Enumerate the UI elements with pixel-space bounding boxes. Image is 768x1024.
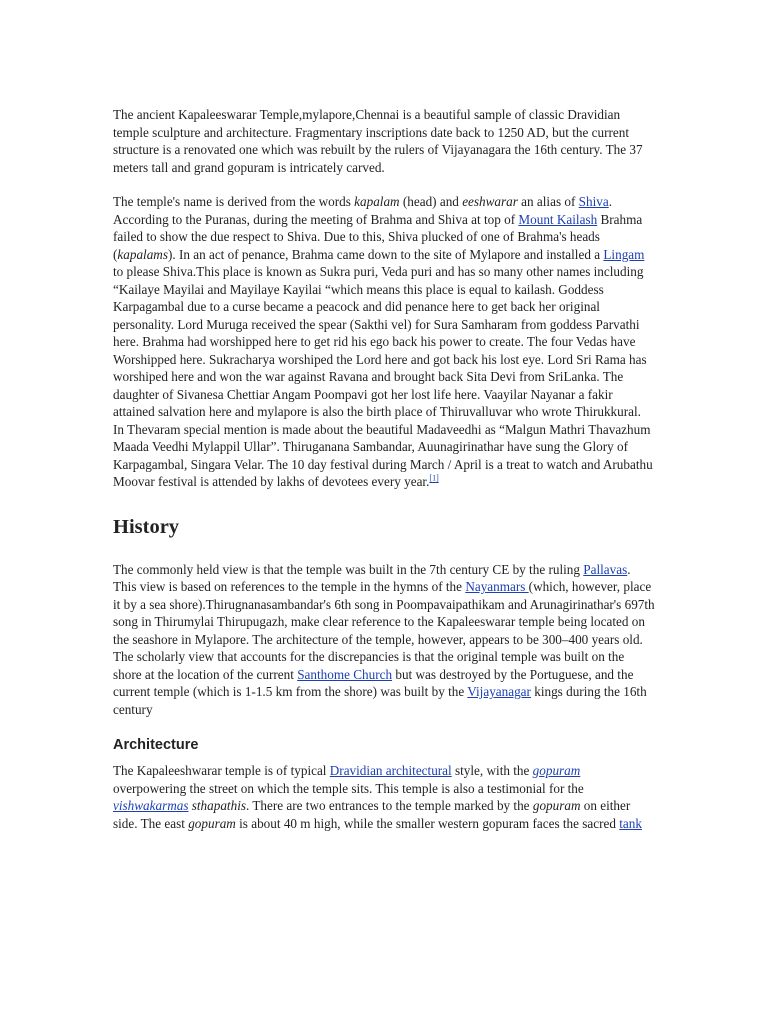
term-gopuram: gopuram (532, 798, 581, 813)
term-eeshwarar: eeshwarar (462, 194, 518, 209)
text-run: overpowering the street on which the temple sits. This temple is also a testimonial for the (113, 780, 584, 796)
link-dravidian-architectural[interactable]: Dravidian architectural (329, 763, 452, 778)
link-shiva[interactable]: Shiva (578, 194, 609, 209)
intro-paragraph (113, 106, 655, 176)
link-santhome-church[interactable]: Santhome Church (297, 666, 393, 682)
temple-name-paragraph (113, 193, 655, 491)
term-sthapathis: sthapathis (191, 798, 246, 813)
link-mount-kailash[interactable]: Mount Kailash (518, 211, 598, 227)
text-run: is about 40 m high, while the smaller western gopuram faces the sacred (235, 815, 620, 831)
document-page (113, 106, 655, 832)
text-run: style, with the (451, 763, 533, 778)
text-run: The commonly held view is that the temple was built in the 7th century CE by the ruling (113, 561, 584, 577)
link-vijayanagar[interactable]: Vijayanagar (467, 684, 531, 699)
link-tank[interactable]: tank (619, 815, 642, 831)
architecture-paragraph (113, 762, 655, 832)
link-gopuram[interactable]: gopuram (532, 763, 581, 778)
text-run: The temple's name is derived from the words (113, 194, 355, 209)
text-run: on either side. The east (113, 798, 631, 831)
history-paragraph (113, 561, 655, 719)
link-nayanmars[interactable]: Nayanmars (465, 579, 529, 594)
link-pallavas[interactable]: Pallavas (583, 561, 628, 577)
term-gopuram: gopuram (188, 815, 236, 831)
text-run: to please Shiva.This place is known as Sukra puri, Veda puri and has so many other names including “Kailaye Mayilai and Mayilaye Kayilai “which means this place is equal to kailash. Goddess Karpagambal due to a curse became a peacock and did penance here to get back her original personality. Lord Muruga received the spear (Sakthi vel) for Sura Samharam from goddess Parvathi here. Brahma had worshipped here to get rid his ego back his power to create. The four Vedas have Worshipped here. Sukracharya worshiped the Lord here and got back his lost eye. Lord Sri Rama has worshiped here and won the war against Ravana and brought back Sita Devi from SriLanka. The daughter of Sivanesa Chettiar Angam Poompavi got her lost life here. Vaayilar Nayanar a fakir attained salvation here and mylapore is also the birth place of Thiruvalluvar who wrote Thirukkural. In Thevaram special mention is made about the beautiful Madaveedhi as “Malgun Mathri Thavazhum Maada Veedhi Mylappil Ullar”. Thiruganana Sambandar, Auunagirinathar have sung the Glory of Karpagambal, Singara Velar. The 10 day festival during March / April is a treat to watch and Arubathu Moovar festival is attended by lakhs of devotees every year. (113, 264, 653, 489)
text-run: The Kapaleeshwarar temple is of typical (113, 763, 330, 778)
text-run: Brahma failed to show the due respect to Shiva. Due to this, Shiva plucked of one of Brahma's heads ( (113, 211, 643, 262)
term-kapalams: kapalams (117, 246, 168, 262)
text-run: ). In an act of penance, Brahma came down to the site of Mylapore and installed a (167, 246, 604, 262)
link-lingam[interactable]: Lingam (603, 246, 645, 262)
architecture-heading: Architecture (113, 737, 199, 753)
text-run: (which, however, place it by a sea shore).Thirugnanasambandar's 6th song in Poompavaipathikam and Arunagirinathar's 697th song in Thirumylai Thirupugazh, make clear reference to the Kapaleeswarar temple being located on the seashore in Mylapore. The architecture of the temple, however, appears to be 300–400 years old. The scholarly view that accounts for the discrepancies is that the original temple was built on the shore at the location of the current (113, 579, 655, 682)
text-run: . This view is based on references to the temple in the hymns of the (113, 561, 631, 594)
text-run: . There are two entrances to the temple marked by the (246, 798, 533, 813)
text-run: an alias of (517, 194, 579, 209)
text-run: (head) and (399, 194, 463, 209)
link-vishwakarmas[interactable]: vishwakarmas (113, 798, 189, 813)
citation-link[interactable]: [1] (429, 473, 439, 483)
text-run: kings during the 16th century (113, 684, 647, 717)
term-kapalam: kapalam (354, 194, 400, 209)
history-heading: History (113, 515, 180, 538)
text-run: . According to the Puranas, during the meeting of Brahma and Shiva at top of (113, 194, 613, 227)
text-run: but was destroyed by the Portuguese, and the current temple (which is 1-1.5 km from the shore) was built by the (113, 666, 634, 699)
intro-text: The ancient Kapaleeswarar Temple,mylapore,Chennai is a beautiful sample of classic Dravidian temple sculpture and architecture. Fragmentary inscriptions date back to 1250 AD, but the current structure is a renovated one which was rebuilt by the rulers of Vijayanagara the 16th century. The 37 meters tall and grand gopuram is intricately carved. (113, 107, 643, 175)
